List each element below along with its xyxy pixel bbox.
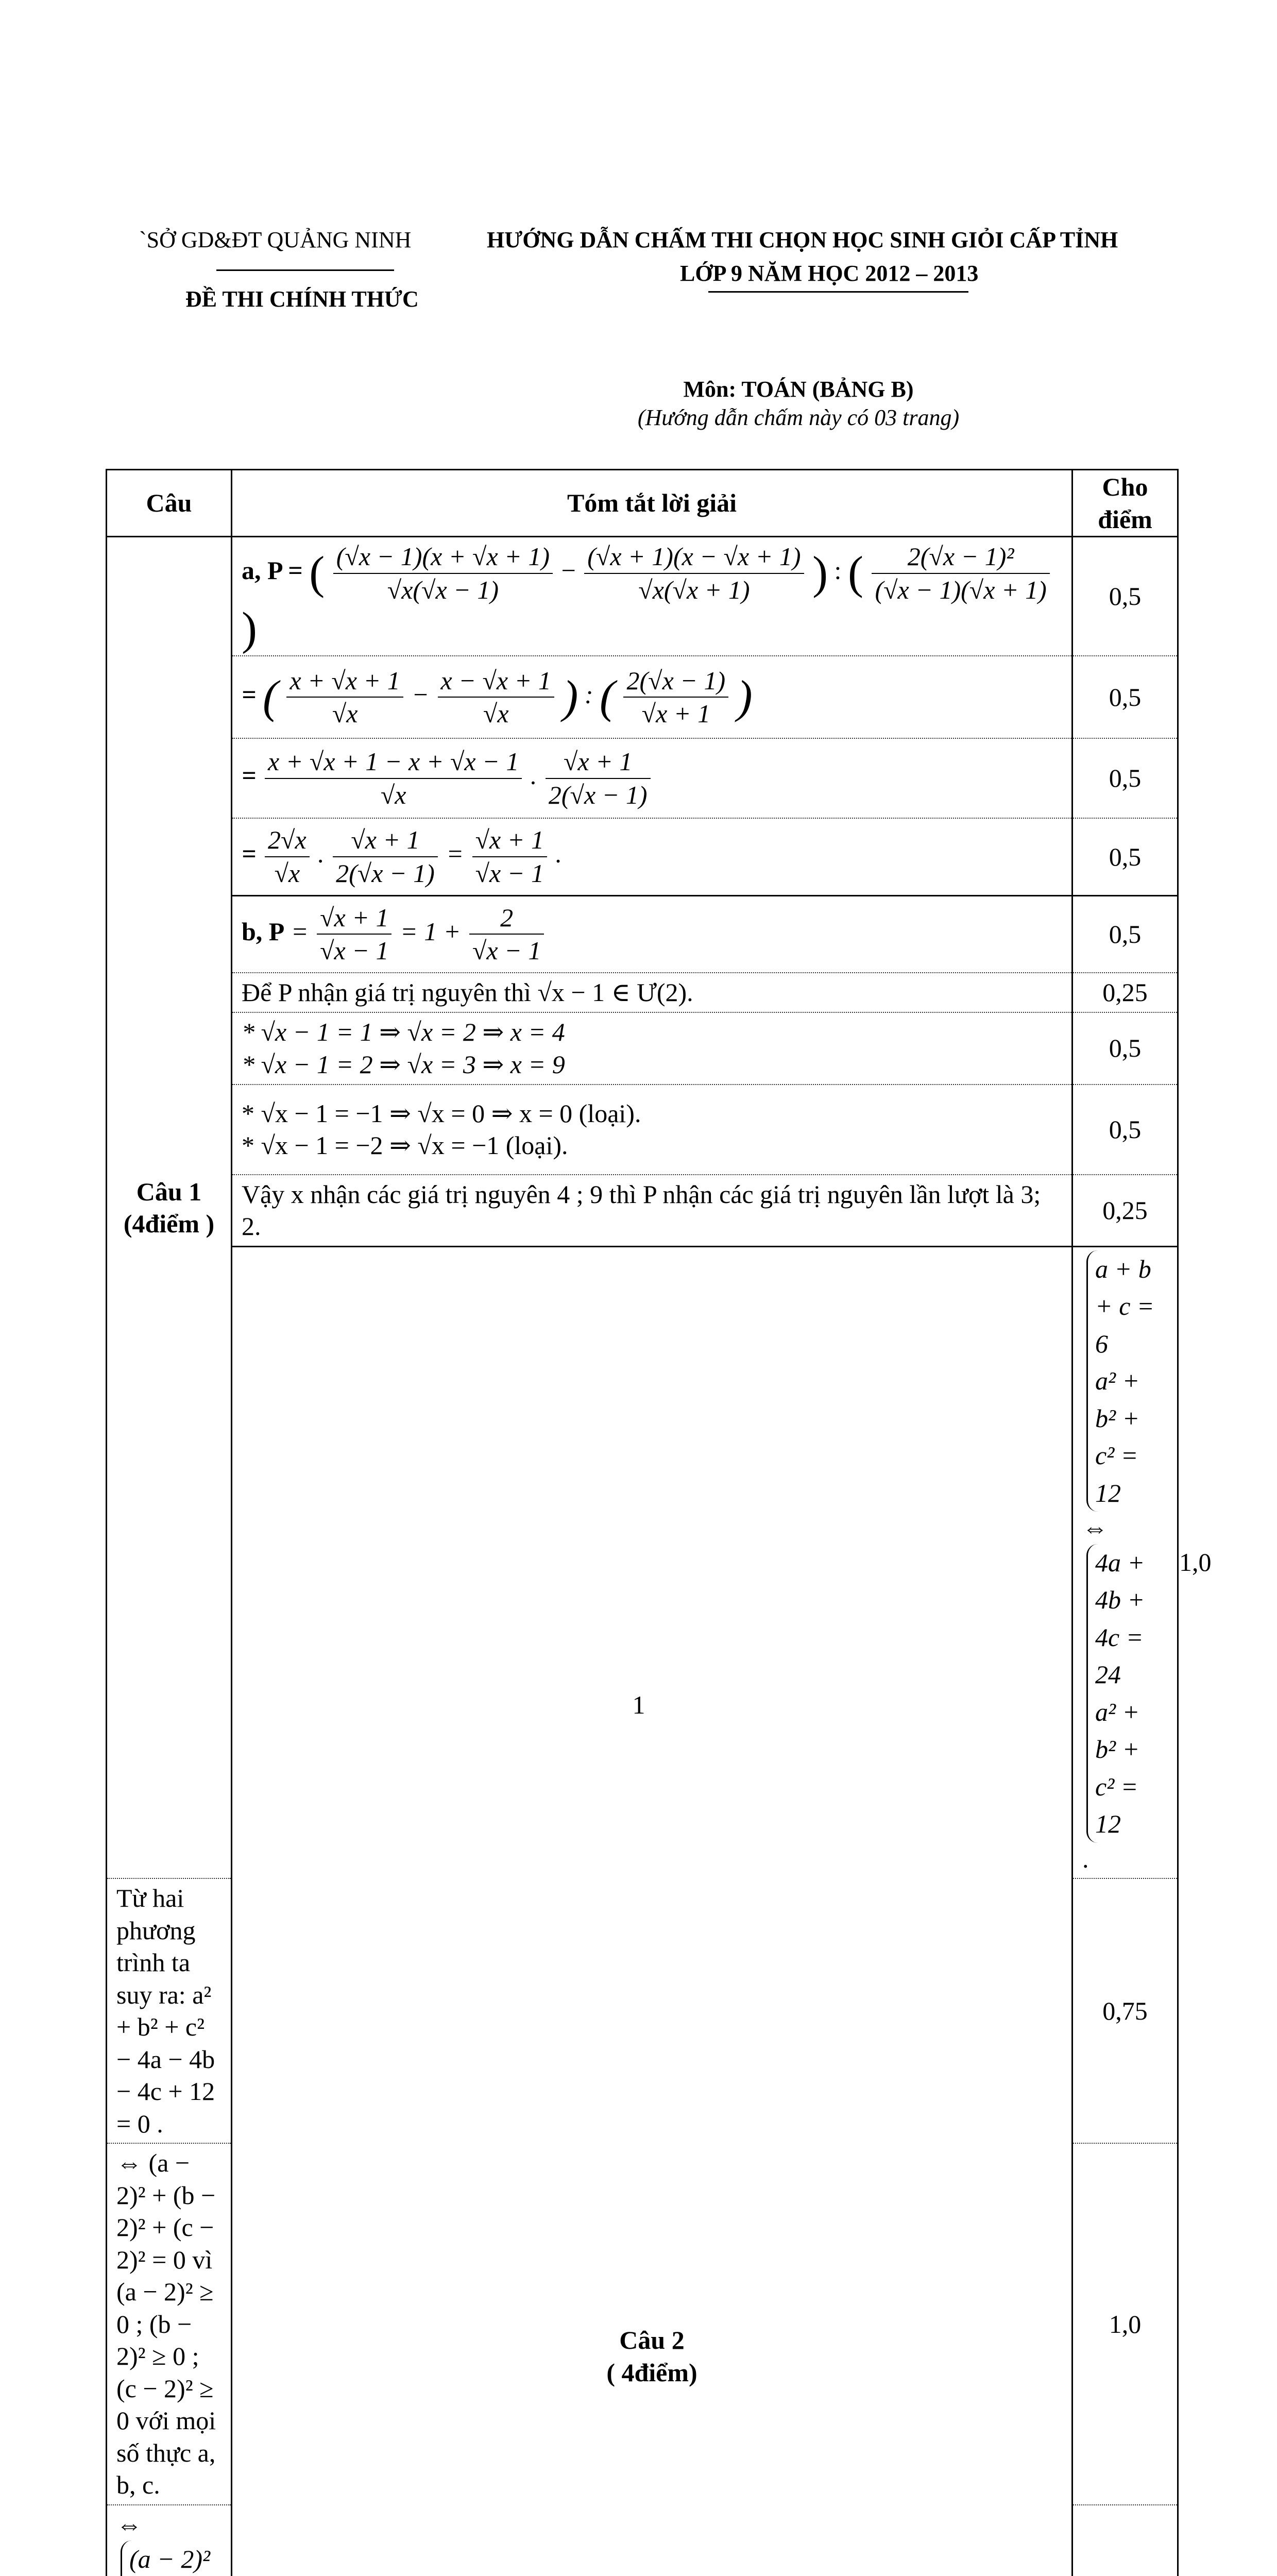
col-header-points: Cho điểm bbox=[1072, 470, 1178, 537]
q1-row-b3 bbox=[107, 1012, 1178, 1084]
q2-step3: ⇔ (a − 2)² + (b − 2)² + (c − 2)² = 0 vì (a − 2)² ≥ 0 ; (b − 2)² ≥ 0 ; (c − 2)² ≥ 0 với mọi số thực a, b, c. bbox=[107, 2143, 232, 2505]
q1-row-b5 bbox=[107, 1175, 1178, 1247]
header-title: HƯỚNG DẪN CHẤM THI CHỌN HỌC SINH GIỎI CẤP TỈNH bbox=[487, 227, 1118, 253]
header-status: ĐỀ THI CHÍNH THỨC bbox=[185, 286, 419, 312]
q1-a-step3-points: 0,5 bbox=[1072, 738, 1178, 818]
q1-b-step1: b, P = $\frac{√x + 1}{√x - 1}$ = 1 + $\frac{2}{√x - 1}$ bbox=[232, 895, 1072, 973]
q1-row-a4 bbox=[107, 818, 1178, 895]
q1-row-b4 bbox=[107, 1084, 1178, 1175]
q2-step4: ⇔ (a − 2)² bbox=[107, 2505, 232, 2576]
q1-b-condition: Để P nhận giá trị nguyên thì √x − 1 ∈ Ư(2). bbox=[232, 973, 1072, 1012]
q1-b-cases-valid bbox=[232, 1012, 1072, 1084]
q1-a-step4: = $\frac{2√x}{√x}$ . $\frac{√x + 1}{2(√x - 1)}$ = $\frac{√x + 1}{√x - 1}$ . bbox=[232, 818, 1072, 895]
q2-max: ( 4điểm) bbox=[233, 2357, 1071, 2389]
q1-row-a2 bbox=[107, 656, 1178, 738]
q1-max: (4điểm ) bbox=[108, 1208, 230, 1240]
q2-step3-points: 1,0 bbox=[1072, 2143, 1178, 2505]
q1-b-case1: * √x − 1 = 1 ⇒ √x = 2 ⇒ x = 4 bbox=[242, 1016, 1062, 1048]
q2-system: a + b + c = 6 a² + b² + c² = 12 ⇔ 4a + 4b + 4c = 24 a² + b² + c² = 12 . bbox=[1072, 1246, 1178, 1878]
q2-step4-points bbox=[1072, 2505, 1178, 2576]
q1-b-case4: * √x − 1 = −2 ⇒ √x = −1 (loại). bbox=[242, 1129, 1062, 1162]
q1-b-case2: * √x − 1 = 2 ⇒ √x = 3 ⇒ x = 9 bbox=[242, 1048, 1062, 1081]
q1-b-cases-rejected-points: 0,5 bbox=[1072, 1084, 1178, 1175]
q1-b-conclusion: Vậy x nhận các giá trị nguyên 4 ; 9 thì P nhận các giá trị nguyên lần lượt là 3; 2. bbox=[232, 1175, 1072, 1247]
q2-label-cell bbox=[232, 1246, 1072, 2576]
q1-a-step2: = ( $\frac{x + √x + 1}{√x}$ − $\frac{x - √x + 1}{√x}$ ) : ( $\frac{2(√x - 1)}{√x + 1}$ ) bbox=[232, 656, 1072, 738]
q1-b-case3: * √x − 1 = −1 ⇒ √x = 0 ⇒ x = 0 (loại). bbox=[242, 1097, 1062, 1130]
table-header-row bbox=[107, 470, 1178, 537]
q1-a-step4-points: 0,5 bbox=[1072, 818, 1178, 895]
q1-row-b2 bbox=[107, 973, 1178, 1012]
q1-b-conclusion-points: 0,25 bbox=[1072, 1175, 1178, 1247]
q1-b-condition-points: 0,25 bbox=[1072, 973, 1178, 1012]
q1-b-step1-points: 0,5 bbox=[1072, 895, 1178, 973]
q1-a-step1: a, P = ( $\frac{(√x - 1)(x + √x + 1)}{√x(√x - 1)}$ − $\frac{(√x + 1)(x - √x + 1)}{√x(√x + 1)}$ ) : ( $\frac{\text{2(√x − 1)²}}{(√x - 1)(√x + 1)}$ ) bbox=[232, 537, 1072, 656]
q2-row-1: Câu 2 ( 4điểm) a + b + c = 6 a² + b² + c² = 12 ⇔ 4a + 4b + 4c = 24 a² + b² + c² = 12 . 1,0 bbox=[107, 1246, 1178, 1878]
q2-step2-points: 0,75 bbox=[1072, 1878, 1178, 2143]
q1-a-step1-points: 0,5 bbox=[1072, 537, 1178, 656]
subject-line: Môn: TOÁN (BẢNG B) bbox=[603, 376, 994, 402]
q1-row-a1 bbox=[107, 537, 1178, 656]
q1-b-cases-rejected bbox=[232, 1084, 1072, 1175]
q1-b-label: b, P bbox=[242, 917, 284, 946]
q1-a-step3: = $\frac{x + √x + 1 - x + √x - 1}{√x}$ . $\frac{√x + 1}{2(√x - 1)}$ bbox=[232, 738, 1072, 818]
q2-step2: Từ hai phương trình ta suy ra: a² + b² + c² − 4a − 4b − 4c + 12 = 0 . bbox=[107, 1878, 232, 2143]
col-header-question: Câu bbox=[107, 470, 232, 537]
header-right-rule bbox=[708, 291, 968, 293]
header-org: `SỞ GD&ĐT QUẢNG NINH bbox=[139, 227, 479, 253]
q2-label: Câu 2 bbox=[233, 2324, 1071, 2357]
header-subtitle: LỚP 9 NĂM HỌC 2012 – 2013 bbox=[680, 260, 978, 286]
q1-a-label: a, P = bbox=[242, 556, 303, 585]
grading-table bbox=[106, 469, 1179, 2576]
header-left-rule bbox=[216, 269, 394, 271]
q1-b-cases-valid-points: 0,5 bbox=[1072, 1012, 1178, 1084]
q1-row-b1 bbox=[107, 895, 1178, 973]
page-number: 1 bbox=[618, 1690, 659, 1720]
q1-label-cell bbox=[107, 537, 232, 1879]
q1-label: Câu 1 bbox=[108, 1176, 230, 1208]
col-header-solution: Tóm tắt lời giải bbox=[232, 470, 1072, 537]
q1-row-a3 bbox=[107, 738, 1178, 818]
q1-a-step2-points: 0,5 bbox=[1072, 656, 1178, 738]
page-count-note: (Hướng dẫn chấm này có 03 trang) bbox=[603, 404, 994, 431]
